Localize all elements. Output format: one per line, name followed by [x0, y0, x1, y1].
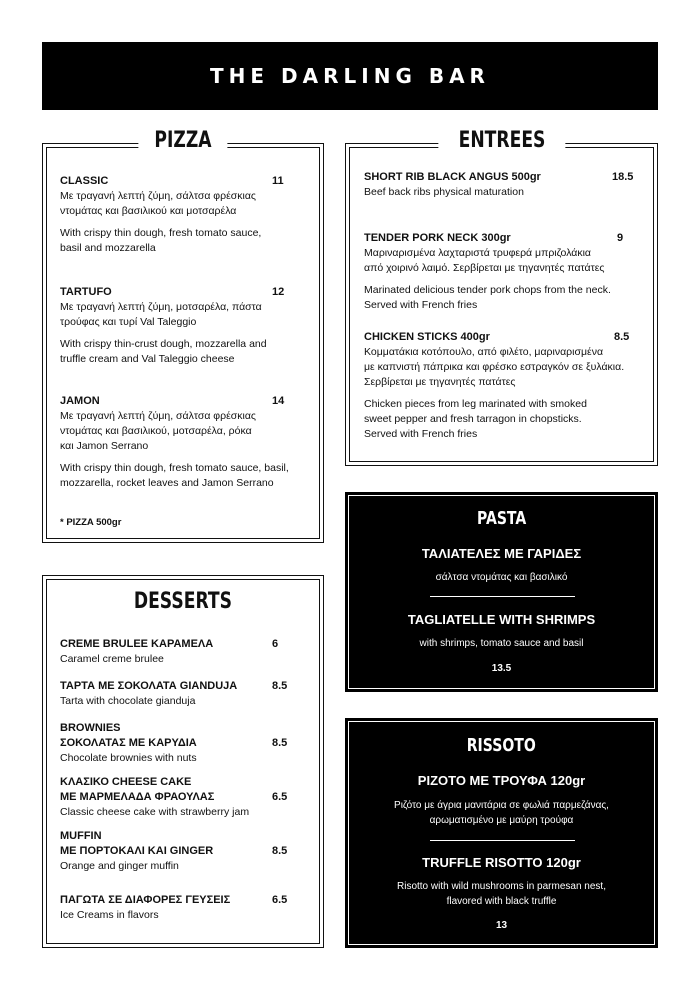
item-desc: Classic cheese cake with strawberry jam	[60, 806, 250, 818]
pasta-name-en: TAGLIATELLE WITH SHRIMPS	[407, 612, 596, 627]
pizza-item-jamon	[60, 394, 320, 491]
item-name: CHICKEN STICKS 400gr	[364, 331, 490, 343]
desserts-title: DESSERTS	[133, 589, 233, 614]
item-name: CLASSIC	[60, 175, 109, 187]
entree-item-short-rib	[364, 170, 639, 200]
pasta-title: PASTA	[476, 508, 527, 529]
item-price: 6	[272, 638, 279, 650]
entree-item-pork-neck	[364, 231, 649, 313]
risotto-name-gr: ΡΙΖΟΤΟ ΜΕ ΤΡΟΥΦΑ 120gr	[417, 773, 586, 788]
item-desc: Chocolate brownies with nuts	[60, 752, 197, 764]
item-desc-en: With crispy thin dough, fresh tomato sauce, basil, mozzarella, rocket leaves and Jamon Serrano	[60, 462, 289, 489]
pizza-title: PIZZA	[138, 128, 227, 153]
item-price: 11	[272, 175, 284, 187]
item-desc: Beef back ribs physical maturation	[364, 186, 524, 198]
item-desc-gr: Με τραγανή λεπτή ζύμη, μοτσαρέλα, πάστα τρούφας και τυρί Val Taleggio	[60, 301, 262, 328]
item-name: JAMON	[60, 395, 100, 407]
pasta-price: 13.5	[491, 663, 512, 674]
item-desc-en: With crispy thin dough, fresh tomato sauce, basil and mozzarella	[60, 227, 262, 254]
dessert-item-creme-brulee	[60, 637, 310, 667]
item-price: 6.5	[272, 894, 288, 906]
item-name: ΚΛΑΣΙΚΟ CHEESE CAKE ΜΕ ΜΑΡΜΕΛΑΔΑ ΦΡΑΟΥΛΑΣ	[60, 776, 215, 803]
dessert-item-ice-cream	[60, 893, 310, 923]
dessert-item-tarta	[60, 679, 310, 709]
pasta-desc-gr: σάλτσα ντομάτας και βασιλικό	[435, 572, 568, 583]
pasta-name-gr: ΤΑΛΙΑΤΕΛΕΣ ΜΕ ΓΑΡΙΔΕΣ	[421, 546, 582, 561]
item-desc-en: With crispy thin-crust dough, mozzarella and truffle cream and Val Taleggio cheese	[60, 338, 267, 365]
item-desc-gr: Με τραγανή λεπτή ζύμη, σάλτσα φρέσκιας ντομάτας και βασιλικού, μοτσαρέλα, ρόκα και Jamon Serrano	[60, 410, 256, 452]
pasta-desc-en: with shrimps, tomato sauce and basil	[419, 638, 584, 649]
item-price: 18.5	[612, 171, 634, 183]
item-name: MUFFIN ΜΕ ΠΟΡΤΟΚΑΛΙ ΚΑΙ GINGER	[60, 830, 214, 857]
risotto-name-en: TRUFFLE RISOTTO 120gr	[422, 855, 581, 870]
item-price: 8.5	[272, 680, 288, 692]
item-desc-gr: Με τραγανή λεπτή ζύμη, σάλτσα φρέσκιας ντομάτας και βασιλικού και μοτσαρέλα	[60, 190, 256, 217]
entrees-panel	[345, 128, 658, 466]
item-price: 14	[272, 395, 285, 407]
entree-item-chicken-sticks	[364, 330, 654, 442]
item-name: TARTUFO	[60, 286, 112, 298]
risotto-desc-gr: Ριζότο με άγρια μανιτάρια σε φωλιά παρμεζάνας, αρωματισμένο με μαύρη τρούφα	[394, 800, 609, 826]
item-price: 6.5	[272, 791, 288, 803]
risotto-desc-en: Risotto with wild mushrooms in parmesan nest, flavored with black truffle	[397, 881, 606, 907]
item-price: 9	[617, 232, 624, 244]
pizza-panel	[42, 128, 324, 543]
item-desc: Ice Creams in flavors	[60, 909, 159, 921]
pizza-item-classic	[60, 174, 310, 256]
dessert-item-brownies	[60, 721, 310, 766]
item-price: 8.5	[272, 845, 288, 857]
entrees-title: ENTREES	[438, 128, 565, 153]
item-desc: Caramel creme brulee	[60, 653, 164, 665]
pasta-panel	[345, 492, 658, 692]
item-desc-en: Marinated delicious tender pork chops from the neck. Served with French fries	[364, 284, 611, 311]
item-desc-en: Chicken pieces from leg marinated with smoked sweet pepper and fresh tarragon in chopsticks. Served with French fries	[364, 398, 587, 440]
dessert-item-cheese-cake	[60, 775, 310, 820]
item-price: 8.5	[614, 331, 630, 343]
restaurant-title: THE DARLING BAR	[210, 64, 490, 88]
item-desc: Tarta with chocolate gianduja	[60, 695, 196, 707]
desserts-panel	[42, 575, 324, 948]
item-name: ΠΑΓΩΤΑ ΣΕ ΔΙΑΦΟΡΕΣ ΓΕΥΣΕΙΣ	[60, 894, 231, 906]
risotto-divider	[430, 840, 575, 841]
item-price: 8.5	[272, 737, 288, 749]
item-desc: Orange and ginger muffin	[60, 860, 179, 872]
dessert-item-muffin	[60, 829, 310, 874]
pizza-item-tartufo	[60, 285, 310, 367]
item-desc-gr: Κομματάκια κοτόπουλο, από φιλέτο, μαριναρισμένα με καπνιστή πάπρικα και φρέσκο εστραγκόν σε ξυλάκια. Σερβίρεται με τηγανητές πατάτες	[364, 346, 625, 388]
pizza-note: * PIZZA 500gr	[60, 517, 122, 528]
item-name: BROWNIES ΣΟΚΟΛΑΤΑΣ ΜΕ ΚΑΡΥΔΙΑ	[60, 722, 197, 749]
item-name: ΤΑΡΤΑ ΜΕ ΣΟΚΟΛΑΤΑ GIANDUJA	[60, 680, 238, 692]
item-name: CREME BRULEE ΚΑΡΑΜΕΛΑ	[60, 638, 214, 650]
risotto-price: 13	[495, 920, 508, 931]
item-desc-gr: Μαριναρισμένα λαχταριστά τρυφερά μπριζολάκια από χοιρινό λαιμό. Σερβίρεται με τηγανητές πατάτες	[364, 247, 605, 274]
risotto-panel	[345, 718, 658, 948]
item-name: SHORT RIB BLACK ANGUS 500gr	[364, 171, 541, 183]
menu-header-banner	[42, 42, 658, 110]
risotto-title: RISSOTO	[466, 735, 537, 756]
item-name: TENDER PORK NECK 300gr	[364, 232, 511, 244]
pasta-divider	[430, 596, 575, 597]
item-price: 12	[272, 286, 285, 298]
